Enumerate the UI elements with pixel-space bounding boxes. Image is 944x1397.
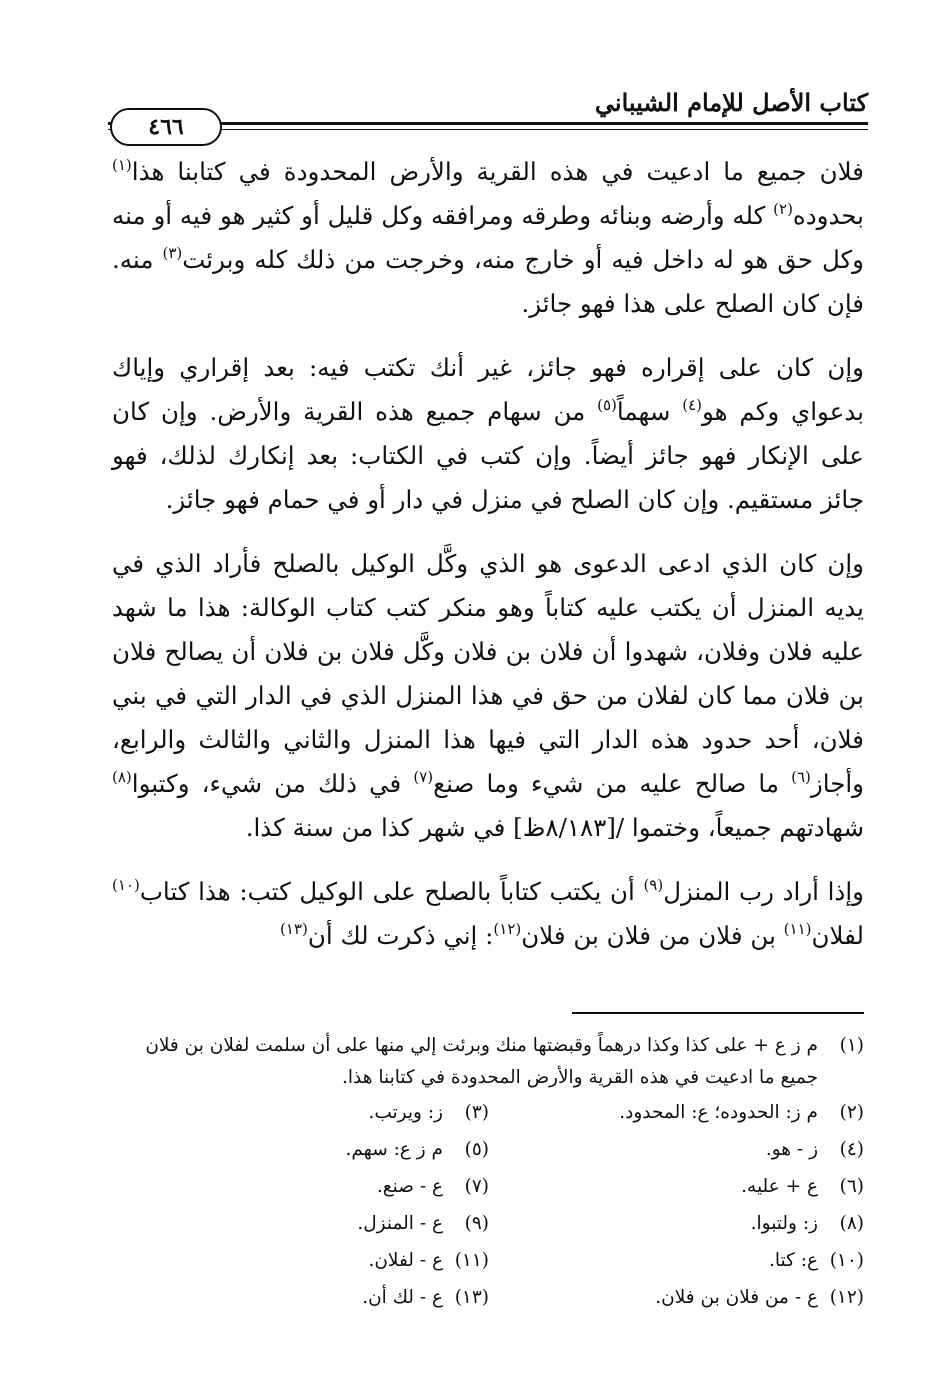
footnote-number: (٢) bbox=[839, 1101, 864, 1123]
text-run: أن يكتب كتاباً بالصلح على الوكيل كتب: هذا كتاب bbox=[139, 877, 644, 906]
page-number: ٤٦٦ bbox=[110, 108, 222, 146]
footnote-number: (٨) bbox=[839, 1212, 864, 1234]
footnote-text: ع - المنزل. bbox=[357, 1212, 443, 1234]
footnote-text: ز: ويرتب. bbox=[368, 1101, 443, 1123]
footnote-10 bbox=[489, 1245, 864, 1277]
footnote-number: (١٠) bbox=[829, 1249, 864, 1271]
text-run: بحدوده bbox=[792, 201, 864, 230]
footnote-5 bbox=[114, 1134, 489, 1166]
text-run: لفلان bbox=[811, 921, 864, 950]
running-title: كتاب الأصل للإمام الشيباني bbox=[594, 88, 868, 117]
footnote-marker: (١١) bbox=[783, 920, 812, 938]
main-text bbox=[112, 150, 864, 958]
footnote-marker: (٥) bbox=[597, 396, 617, 414]
text-run: سهماً bbox=[616, 397, 683, 426]
footnote-2 bbox=[489, 1097, 864, 1129]
footnote-text: ع: كتا. bbox=[768, 1249, 818, 1271]
text-run: وإن كان الذي ادعى الدعوى هو الذي وكَّل الوكيل بالصلح فأراد الذي في يديه المنزل أن يكتب عليه كتاباً وهو منكر كتب كتاب الوكالة: هذا ما شهد عليه فلان وفلان، شهدوا أن فلان بن فلان وكَّل فلان بن فلان أن يصالح فلان بن فلان مما كان لفلان من حق في هذا المنزل الذي في الدار التي في بني فلان، أحد حدود هذه الدار التي فيها هذا المنزل والثاني والثالث والرابع، وأجاز bbox=[112, 549, 864, 798]
footnote-number: (٤) bbox=[839, 1138, 864, 1160]
footnote-7 bbox=[114, 1171, 489, 1203]
footnote-row bbox=[114, 1242, 864, 1279]
footnote-11 bbox=[114, 1245, 489, 1277]
footnote-separator bbox=[572, 1012, 864, 1014]
footnote-marker: (٦) bbox=[791, 768, 811, 786]
footnote-marker: (٨) bbox=[112, 768, 132, 786]
footnote-number: (١) bbox=[839, 1035, 864, 1056]
footnote-8 bbox=[489, 1208, 864, 1240]
footnote-1 bbox=[114, 1030, 864, 1094]
footnote-text: ز: ولتبوا. bbox=[750, 1212, 818, 1234]
footnote-row bbox=[114, 1131, 864, 1168]
footnote-marker: (٩) bbox=[643, 876, 664, 894]
text-run: في ذلك من شيء، وكتبوا bbox=[131, 769, 414, 798]
footnote-text: ع - لك أن. bbox=[362, 1286, 443, 1308]
text-run: شهادتهم جميعاً، وختموا /[٨/١٨٣ظ] في شهر كذا من سنة كذا. bbox=[245, 813, 864, 842]
footnote-13 bbox=[114, 1282, 489, 1314]
footnote-number: (٣) bbox=[464, 1101, 489, 1123]
footnote-marker: (٧) bbox=[413, 768, 434, 786]
footnote-marker: (٢) bbox=[773, 200, 793, 218]
footnote-number: (٥) bbox=[464, 1138, 489, 1160]
footnote-number: (١٣) bbox=[454, 1286, 489, 1308]
footnote-text: ع - من فلان بن فلان. bbox=[655, 1286, 818, 1308]
footnote-number: (١٢) bbox=[829, 1286, 864, 1308]
footnote-marker: (١٣) bbox=[280, 920, 308, 938]
footnote-text: م ز: الحدوده؛ ع: المحدود. bbox=[619, 1101, 818, 1123]
footnote-marker: (٤) bbox=[682, 396, 702, 414]
text-run: وإن كان على إقراره فهو جائز، غير أنك تكتب فيه: بعد إقراري وإياك بدعواي وكم هو bbox=[112, 353, 864, 426]
paragraph-2 bbox=[112, 346, 864, 522]
footnote-12 bbox=[489, 1282, 864, 1314]
header-rule-thick bbox=[108, 122, 868, 125]
footnotes bbox=[114, 1030, 864, 1316]
footnote-text: ز - هو. bbox=[765, 1138, 818, 1160]
footnote-marker: (١) bbox=[112, 156, 132, 174]
footnote-6 bbox=[489, 1171, 864, 1203]
footnote-number: (٦) bbox=[839, 1175, 864, 1197]
text-run: منه. فإن كان الصلح على هذا فهو جائز. bbox=[112, 245, 864, 318]
footnote-number: (٩) bbox=[464, 1212, 489, 1234]
footnote-text: ع - لفلان. bbox=[368, 1249, 443, 1271]
paragraph-4 bbox=[112, 870, 864, 958]
footnote-marker: (١٢) bbox=[493, 920, 522, 938]
footnote-marker: (١٠) bbox=[112, 876, 140, 894]
text-run: ما صالح عليه من شيء وما صنع bbox=[433, 769, 792, 798]
footnote-text: م ز ع + على كذا وكذا درهماً وقبضتها منك وبرئت إلي منها على أن سلمت لفلان بن فلان جميع ما ادعيت في هذه القرية والأرض المحدودة في كتابنا هذا. bbox=[145, 1035, 818, 1088]
page-header bbox=[108, 70, 868, 140]
footnote-text: م ز ع: سهم. bbox=[345, 1138, 443, 1160]
text-run: : إني ذكرت لك أن bbox=[307, 921, 494, 950]
text-run: وإذا أراد رب المنزل bbox=[663, 877, 864, 906]
text-run: من سهام جميع هذه القرية والأرض. وإن كان على الإنكار فهو جائز أيضاً. وإن كتب في الكتاب: بعد إنكارك لذلك، فهو جائز مستقيم. وإن كان الصلح في منزل في دار أو في حمام فهو جائز. bbox=[112, 397, 864, 514]
paragraph-1 bbox=[112, 150, 864, 326]
text-run: فلان جميع ما ادعيت في هذه القرية والأرض المحدودة في كتابنا هذا bbox=[131, 157, 864, 186]
footnote-4 bbox=[489, 1134, 864, 1166]
footnote-3 bbox=[114, 1097, 489, 1129]
footnote-row bbox=[114, 1279, 864, 1316]
footnote-row bbox=[114, 1168, 864, 1205]
header-rule-thin bbox=[108, 129, 868, 130]
footnote-text: ع - صنع. bbox=[376, 1175, 443, 1197]
footnote-number: (١١) bbox=[454, 1249, 489, 1271]
footnote-marker: (٣) bbox=[162, 244, 183, 262]
footnote-row bbox=[114, 1094, 864, 1131]
footnote-9 bbox=[114, 1208, 489, 1240]
footnote-text: ع + عليه. bbox=[741, 1175, 818, 1197]
paragraph-3 bbox=[112, 542, 864, 850]
text-run: بن فلان من فلان بن فلان bbox=[521, 921, 784, 950]
footnote-row bbox=[114, 1205, 864, 1242]
footnote-number: (٧) bbox=[464, 1175, 489, 1197]
text-run: كله وأرضه وبنائه وطرقه ومرافقه وكل قليل أو كثير هو فيه أو منه وكل حق هو له داخل فيه أو خارج منه، وخرجت من ذلك كله وبرئت bbox=[112, 201, 864, 274]
